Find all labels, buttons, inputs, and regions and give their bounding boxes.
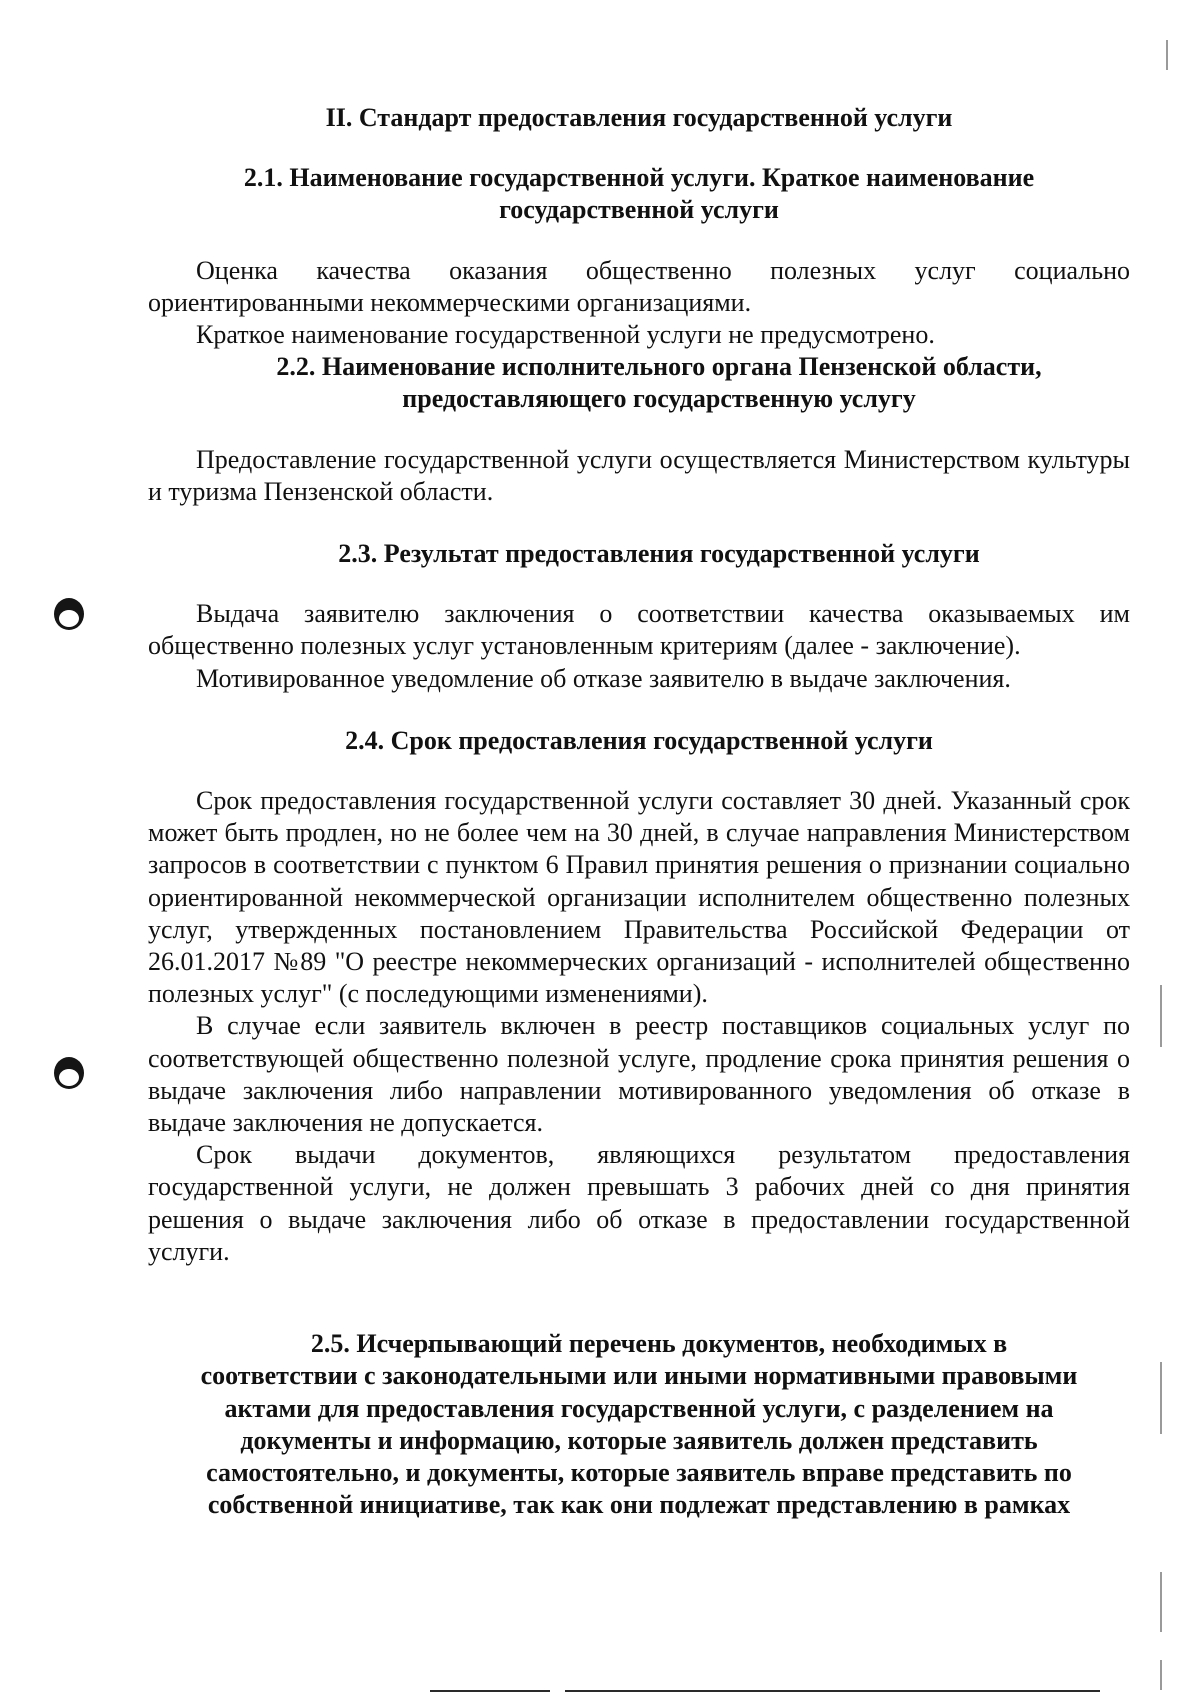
paragraph-2-4-registry: В случае если заявитель включен в реестр поставщиков социальных услуг по соответствующей общественно полезной услуге, продление срока принятия решения о выдаче заключения либо направлении мотивированного уведомления об отказе в выдаче заключения не допускается.: [148, 1011, 1130, 1138]
paragraph-2-1-short-name: Краткое наименование государственной услуги не предусмотрено.: [196, 320, 935, 350]
paragraph-2-4-issue-term: Срок выдачи документов, являющихся результатом предоставления государственной услуги, не должен превышать 3 рабочих дней со дня принятия решения о выдаче заключения либо об отказе в предоставлении государственной услуги.: [148, 1140, 1130, 1266]
heading-2-1-line1: 2.1. Наименование государственной услуги. Краткое наименование: [243, 163, 1035, 193]
scan-edge-mark: [1160, 985, 1162, 1047]
scan-bottom-edge: [430, 1690, 550, 1692]
paragraph-2-3-refusal: Мотивированное уведомление об отказе заявителю в выдаче заключения.: [196, 663, 1011, 693]
paragraph-2-1-service-name: Оценка качества оказания общественно полезных услуг социально ориентированными некоммерческими организациями.: [148, 255, 1130, 317]
heading-2-1-line2: государственной услуги: [499, 195, 779, 225]
section-title: II. Стандарт предоставления государственной услуги: [325, 103, 953, 132]
scan-edge-mark: [1166, 40, 1168, 70]
scan-bottom-edge: [565, 1690, 1100, 1692]
heading-2-5-line4: документы и информацию, которые заявитель должен представить: [240, 1425, 1038, 1455]
scan-edge-mark: [1160, 1660, 1162, 1690]
heading-2-5-line6: собственной инициативе, так как они подлежат представлению в рамках: [207, 1490, 1071, 1520]
heading-2-2-line1: 2.2. Наименование исполнительного органа Пензенской области,: [276, 352, 1042, 382]
heading-2-5-line2: соответствии с законодательными или иными нормативными правовыми: [200, 1361, 1078, 1391]
paragraph-2-2-provider: Предоставление государственной услуги осуществляется Министерством культуры и туризма Пензенской области.: [148, 444, 1130, 506]
heading-2-3: 2.3. Результат предоставления государственной услуги: [338, 539, 980, 569]
heading-2-5-line5: самостоятельно, и документы, которые заявитель вправе представить по: [206, 1457, 1072, 1487]
heading-2-4: 2.4. Срок предоставления государственной услуги: [345, 725, 933, 755]
heading-2-5-line3: актами для предоставления государственной услуги, с разделением на: [224, 1393, 1054, 1423]
punch-hole-icon: [54, 1057, 84, 1089]
paragraph-2-4-term: Срок предоставления государственной услуги составляет 30 дней. Указанный срок может быть продлен, но не более чем на 30 дней, в случае направления Министерством запросов в соответствии с пунктом 6 Правил принятия решения о признании социально ориентированной некоммерческой организации исполнителем общественно полезных услуг, утвержденных постановлением Правительства Российской Федерации от 26.01.2017 №89 "О реестре некоммерческих организаций - исполнителей общественно полезных услуг" (с последующими изменениями).: [148, 786, 1130, 1009]
heading-2-2-line2: предоставляющего государственную услугу: [402, 384, 916, 414]
scan-edge-mark: [1160, 1362, 1162, 1434]
paragraph-2-3-result: Выдача заявителю заключения о соответствии качества оказываемых им общественно полезных услуг установленным критериям (далее - заключение).: [148, 599, 1130, 661]
document-body: [148, 102, 1130, 1521]
scan-edge-mark: [1160, 1572, 1162, 1632]
punch-hole-icon: [54, 598, 84, 630]
heading-2-5-line1: 2.5. Исчерпывающий перечень документов, необходимых в: [310, 1329, 1008, 1359]
